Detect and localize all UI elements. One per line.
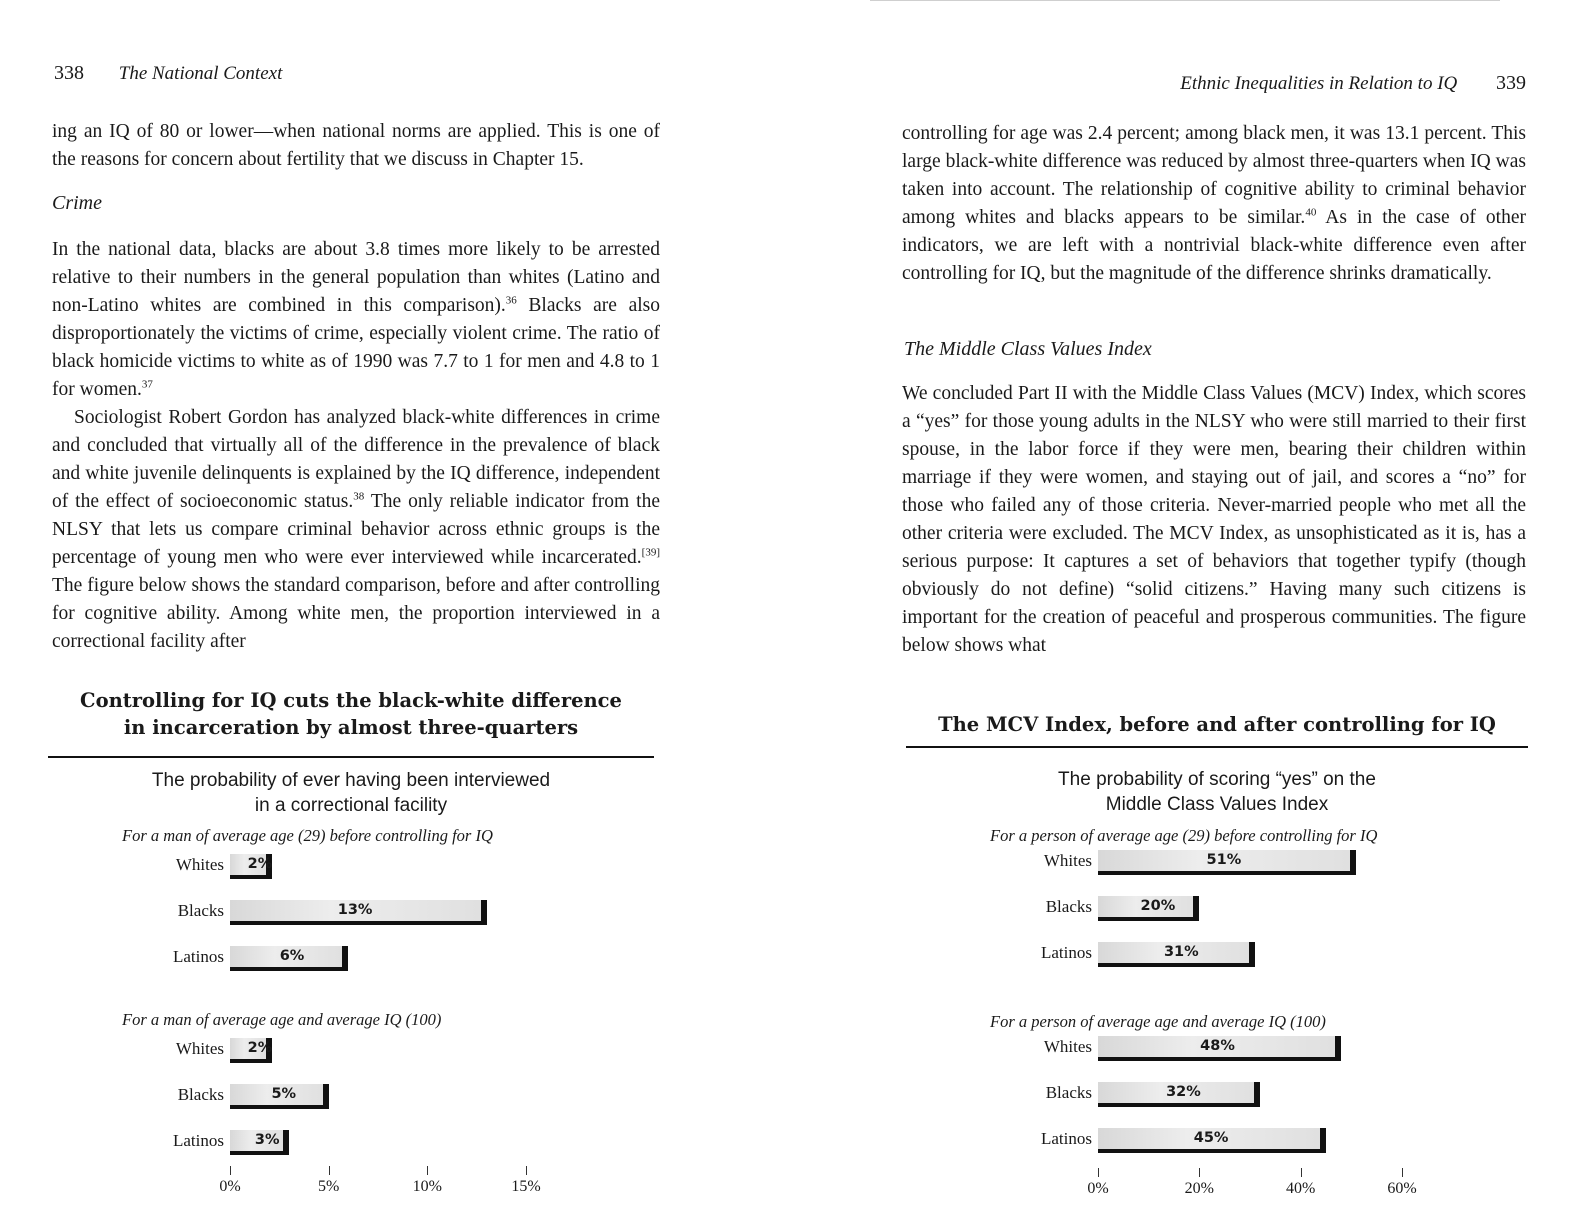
incarceration-figure <box>48 688 654 1208</box>
bar-row-blacks <box>1045 1082 1402 1114</box>
x-axis-tick-label: 0% <box>1087 1180 1109 1197</box>
footnote-ref-40: 40 <box>1305 206 1317 219</box>
left-running-title: The National Context <box>118 63 283 84</box>
figure-title-line-2: in incarceration by almost three-quarters <box>123 716 579 739</box>
x-axis-tick-label: 0% <box>219 1178 241 1195</box>
bar-category-label: Latinos <box>173 1131 224 1150</box>
group-label-1: For a man of average age (29) before controlling for IQ <box>122 826 493 845</box>
bar-row-blacks <box>177 1084 526 1116</box>
x-axis-tick-label: 5% <box>317 1178 340 1195</box>
bar-value-label: 3% <box>254 1132 280 1148</box>
bar-value-label: 6% <box>279 948 305 964</box>
figure-rule <box>48 756 654 758</box>
bar-row-whites <box>175 1038 526 1070</box>
bar-value-label: 2% <box>247 1040 273 1056</box>
section-heading-crime: Crime <box>52 192 102 214</box>
x-axis-tick-label: 20% <box>1184 1180 1214 1197</box>
footnote-ref-36: 36 <box>505 294 517 307</box>
figure-rule <box>906 746 1528 748</box>
bar-category-label: Whites <box>175 855 224 874</box>
bar-value-label: 5% <box>271 1086 297 1102</box>
bar-category-label: Blacks <box>177 1085 224 1104</box>
footnote-ref-39: [39] <box>641 546 660 559</box>
bar-value-label: 51% <box>1206 852 1242 868</box>
bar-category-label: Latinos <box>173 947 224 966</box>
bar-row-whites <box>1043 1036 1402 1068</box>
left-page <box>0 0 790 1220</box>
bar-value-label: 13% <box>337 902 373 918</box>
chart-subtitle-line-2: Middle Class Values Index <box>1105 794 1329 815</box>
bar-category-label: Whites <box>1043 851 1092 870</box>
bar-category-label: Latinos <box>1041 943 1092 962</box>
bar-category-label: Blacks <box>1045 897 1092 916</box>
bar-value-label: 2% <box>247 856 273 872</box>
group-label-1: For a person of average age (29) before controlling for IQ <box>990 826 1378 845</box>
bar-category-label: Whites <box>1043 1037 1092 1056</box>
right-running-header <box>1180 72 1526 95</box>
section-heading-mcv: The Middle Class Values Index <box>904 338 1152 360</box>
figure-title-line-1: Controlling for IQ cuts the black-white difference <box>80 689 622 712</box>
bar-value-label: 45% <box>1193 1130 1229 1146</box>
right-running-title: Ethnic Inequalities in Relation to IQ <box>1180 73 1458 94</box>
x-axis-tick-label: 10% <box>412 1178 442 1195</box>
x-axis-tick-label: 60% <box>1387 1180 1417 1197</box>
bar-row-latinos <box>1041 942 1402 974</box>
right-para-1: controlling for age was 2.4 percent; among black men, it was 13.1 percent. This large black-white difference was reduced by almost three-quarters when IQ was taken into account. The relationship of cognitive ability to criminal behavior among whites and blacks appears to be similar.$^{40}$ As in the case of other indicators, we are left with a nontrivial black-white difference even after controlling for IQ, but the magnitude of the difference shrinks dramatically. <box>902 123 1526 284</box>
x-axis-tick <box>1199 1168 1200 1177</box>
left-para-1: ing an IQ of 80 or lower—when national norms are applied. This is one of the reasons for concern about fertility that we discuss in Chapter 15. <box>52 121 660 170</box>
chart-subtitle-line-1: The probability of scoring “yes” on the <box>1058 769 1376 790</box>
x-axis-tick <box>427 1166 428 1175</box>
right-page <box>790 0 1582 1220</box>
bar-category-label: Whites <box>175 1039 224 1058</box>
left-page-number: 338 <box>54 62 84 84</box>
bar-row-latinos <box>173 946 526 978</box>
chart-subtitle-line-2: in a correctional facility <box>254 795 448 816</box>
bar-row-blacks <box>177 900 526 932</box>
bar-category-label: Blacks <box>1045 1083 1092 1102</box>
x-axis-tick <box>1098 1168 1099 1177</box>
right-para-2: We concluded Part II with the Middle Class Values (MCV) Index, which scores a “yes” for those young adults in the NLSY who were still married to their first spouse, in the labor force if they were men, bearing their children within marriage if they were women, and staying out of jail, and scores a “no” for those who failed any of those criteria. Never-married people who met all the other criteria were excluded. The MCV Index, as unsophisticated as it is, has a serious purpose: It captures a set of behaviors that together typify (though obviously do not define) “solid citizens.” Having many such citizens is important for the creation of peaceful and prosperous communities. The figure below shows what <box>902 383 1526 656</box>
figure-title: The MCV Index, before and after controlling for IQ <box>938 713 1496 736</box>
left-para-3: Sociologist Robert Gordon has analyzed black-white differences in crime and concluded that virtually all of the difference in the prevalence of black and white juvenile delinquents is explained by the IQ difference, independent of the effect of socioeconomic status.$^{38}$ The only reliable indicator from the NLSY that lets us compare criminal behavior across ethnic groups is the percentage of young men who were ever interviewed while incarcerated.[39] The figure below shows the standard comparison, before and after controlling for cognitive ability. Among white men, the proportion interviewed in a correctional facility after <box>52 407 660 652</box>
x-axis-tick <box>1301 1168 1302 1177</box>
bar-row-whites <box>1043 850 1402 882</box>
left-para-2: In the national data, blacks are about 3.8 times more likely to be arrested relative to their numbers in the general population than whites (Latino and non-Latino whites are combined in this comparison).$^{36}$ Blacks are also disproportionately the victims of crime, especially violent crime. The ratio of black homicide victims to white as of 1990 was 7.7 to 1 for men and 4.8 to 1 for women.$^{37}$ <box>52 239 660 400</box>
group-label-2: For a person of average age and average IQ (100) <box>990 1012 1326 1031</box>
bar-category-label: Latinos <box>1041 1129 1092 1148</box>
x-axis-tick <box>329 1166 330 1175</box>
x-axis-tick-label: 40% <box>1285 1180 1316 1197</box>
footnote-ref-38: 38 <box>353 490 365 503</box>
group-label-2: For a man of average age and average IQ (100) <box>122 1010 442 1029</box>
right-page-number: 339 <box>1496 72 1526 94</box>
bar-value-label: 31% <box>1163 944 1199 960</box>
bar-row-latinos <box>173 1130 526 1162</box>
bar-category-label: Blacks <box>177 901 224 920</box>
left-running-header <box>54 62 282 85</box>
x-axis-tick <box>526 1166 527 1175</box>
bar-value-label: 48% <box>1200 1038 1235 1054</box>
bar-row-blacks <box>1045 896 1402 928</box>
bar-row-latinos <box>1041 1128 1402 1160</box>
x-axis-tick <box>1402 1168 1403 1177</box>
bar-value-label: 32% <box>1166 1084 1201 1100</box>
x-axis-tick-label: 15% <box>511 1178 541 1195</box>
x-axis-tick <box>230 1166 231 1175</box>
footnote-ref-37: 37 <box>141 378 153 391</box>
bar-row-whites <box>175 854 526 886</box>
chart-subtitle-line-1: The probability of ever having been interviewed <box>151 770 551 791</box>
bar-value-label: 20% <box>1140 898 1176 914</box>
mcv-figure <box>906 712 1528 1208</box>
